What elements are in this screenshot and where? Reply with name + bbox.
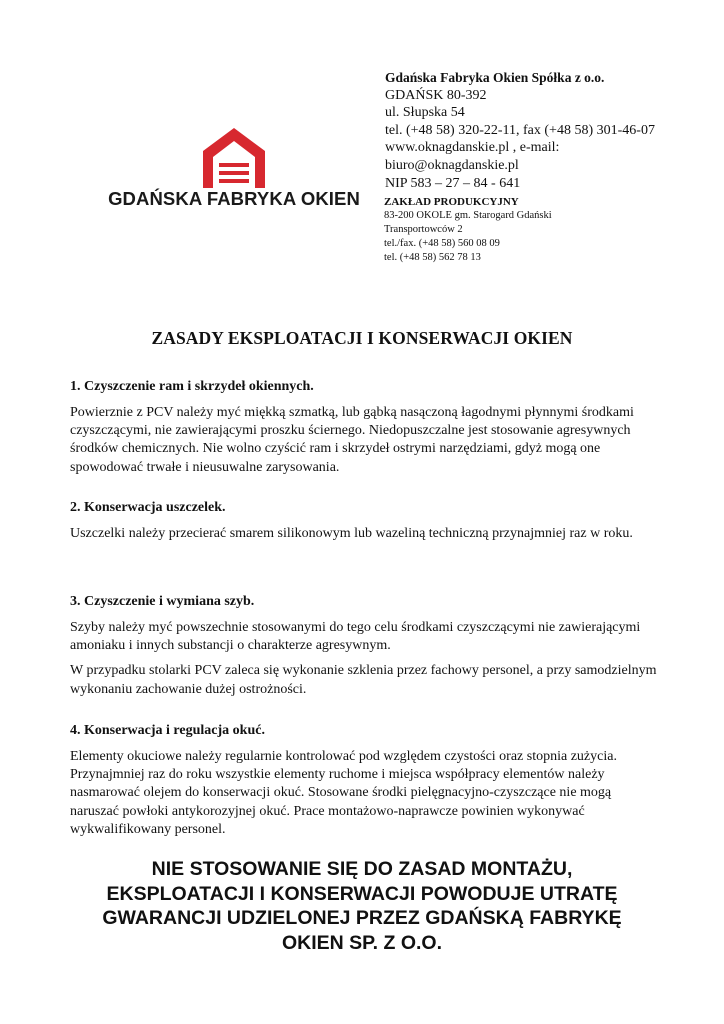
plant-city: 83-200 OKOLE gm. Starogard Gdański (384, 210, 552, 221)
warning-line: EKSPLOATACJI I KONSERWACJI POWODUJE UTRATĘ (106, 882, 618, 905)
company-street: ul. Słupska 54 (385, 105, 465, 121)
warning-line: NIE STOSOWANIE SIĘ DO ZASAD MONTAŻU, (151, 858, 573, 880)
company-nip: NIP 583 – 27 – 84 - 641 (385, 175, 521, 191)
warranty-warning (90, 857, 634, 955)
warning-line: OKIEN SP. Z O.O. (281, 931, 442, 954)
section-paragraph: W przypadku stolarki PCV zaleca się wykonanie szklenia przez fachowy personel, a przy samodzielnym wykonaniu zachowanie dużej ostrożności. (70, 663, 657, 697)
company-address (385, 69, 705, 192)
section-paragraph: Uszczelki należy przecierać smarem silikonowym lub wazeliną techniczną przynajmniej raz w roku. (70, 526, 633, 541)
house-window-icon (203, 128, 265, 188)
plant-phone: tel. (+48 58) 562 78 13 (384, 252, 481, 263)
section-fittings-maintenance (70, 722, 660, 846)
company-logo (100, 128, 368, 214)
plant-heading: ZAKŁAD PRODUKCYJNY (384, 196, 519, 208)
company-city: GDAŃSK 80-392 (385, 87, 487, 103)
plant-street: Transportowców 2 (384, 224, 463, 235)
company-name: Gdańska Fabryka Okien Spółka z o.o. (385, 70, 605, 85)
section-heading: 3. Czyszczenie i wymiana szyb. (70, 594, 255, 609)
warning-line: GWARANCJI UDZIELONEJ PRZEZ GDAŃSKĄ FABRYKĘ (102, 907, 622, 929)
document-title: ZASADY EKSPLOATACJI I KONSERWACJI OKIEN (151, 328, 573, 348)
plant-phone-fax: tel./fax. (+48 58) 560 08 09 (384, 238, 500, 249)
section-paragraph: Elementy okuciowe należy regularnie kontrolować pod względem czystości oraz stopnia zużycia. Przynajmniej raz do roku wszystkie elementy ruchome i miejsca współpracy elementów należy nasmarować olejem do konserwacji okuć. Stosowane środki pielęgnacyjno-czyszczące nie mogą naruszać powłoki antykorozyjnej okuć. Prace montażowo-naprawcze powinien wykonywać wykwalifikowany personel. (70, 749, 617, 837)
section-paragraph: Powierznie z PCV należy myć miękką szmatką, lub gąbką nasączoną łagodnymi płynnymi środkami czyszczącymi, nie zawierającymi proszku ściernego. Niedopuszczalne jest stosowanie agresywnych środków chemicznych. Nie wolno czyścić ram i skrzydeł ostrymi narzędziami, gdyż mogą one spowodować trwałe i nieusuwalne zarysowania. (70, 405, 634, 475)
company-email: biuro@oknagdanskie.pl (385, 157, 519, 173)
section-frame-cleaning (70, 378, 660, 484)
section-heading: 4. Konserwacja i regulacja okuć. (70, 723, 265, 738)
production-plant-address (384, 195, 704, 265)
company-phone-fax: tel. (+48 58) 320-22-11, fax (+48 58) 301-46-07 (385, 122, 655, 138)
section-heading: 2. Konserwacja uszczelek. (70, 500, 226, 515)
logo-wordmark: GDAŃSKA FABRYKA OKIEN (108, 188, 360, 209)
section-seal-maintenance (70, 499, 660, 550)
company-website: www.oknagdanskie.pl , e-mail: (385, 140, 560, 156)
section-glass-cleaning (70, 593, 660, 706)
section-paragraph: Szyby należy myć powszechnie stosowanymi do tego celu środkami czyszczącymi nie zawierającymi amoniaku i innych substancji o charakterze agresywnym. (70, 620, 641, 654)
section-heading: 1. Czyszczenie ram i skrzydeł okiennych. (70, 379, 314, 394)
